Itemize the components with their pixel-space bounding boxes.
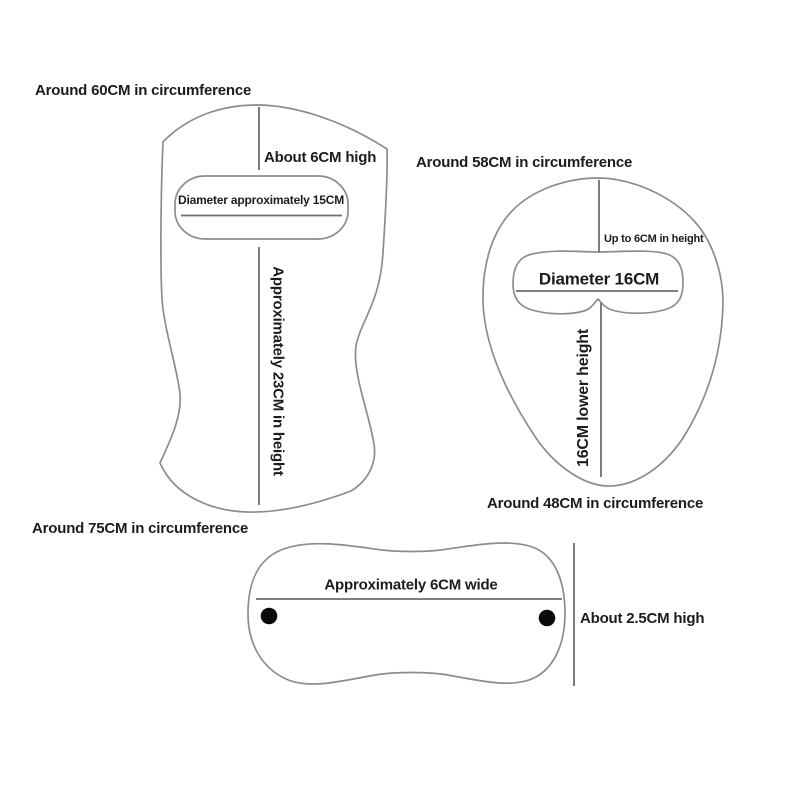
half-mask-eye-opening-label: Diameter 16CM	[538, 269, 660, 289]
headband-circumference-label: Around 75CM in circumference	[32, 520, 249, 537]
balaclava-top-height-label: About 6CM high	[264, 149, 377, 166]
balaclava-eye-opening-outline	[175, 176, 348, 239]
headband-outline	[248, 543, 565, 684]
headband-figure	[248, 543, 574, 686]
half-mask-top-height-label: Up to 6CM in height	[604, 233, 704, 245]
headband-left-snap-dot	[261, 608, 278, 625]
balaclava-eye-opening-label: Diameter approximately 15CM	[178, 193, 344, 207]
half-mask-outline	[483, 178, 723, 486]
balaclava-body-height-label: Approximately 23CM in height	[269, 266, 287, 476]
half-mask-circumference-label: Around 58CM in circumference	[416, 154, 633, 171]
headband-width-label: Approximately 6CM wide	[324, 576, 498, 594]
headband-height-label: About 2.5CM high	[580, 610, 705, 627]
half-mask-figure	[483, 178, 723, 486]
half-mask-lower-height-label: 16CM lower height	[575, 329, 592, 467]
half-mask-bottom-circumference-label: Around 48CM in circumference	[487, 495, 704, 512]
balaclava-circumference-label: Around 60CM in circumference	[35, 82, 252, 99]
headband-right-snap-dot	[539, 610, 556, 627]
